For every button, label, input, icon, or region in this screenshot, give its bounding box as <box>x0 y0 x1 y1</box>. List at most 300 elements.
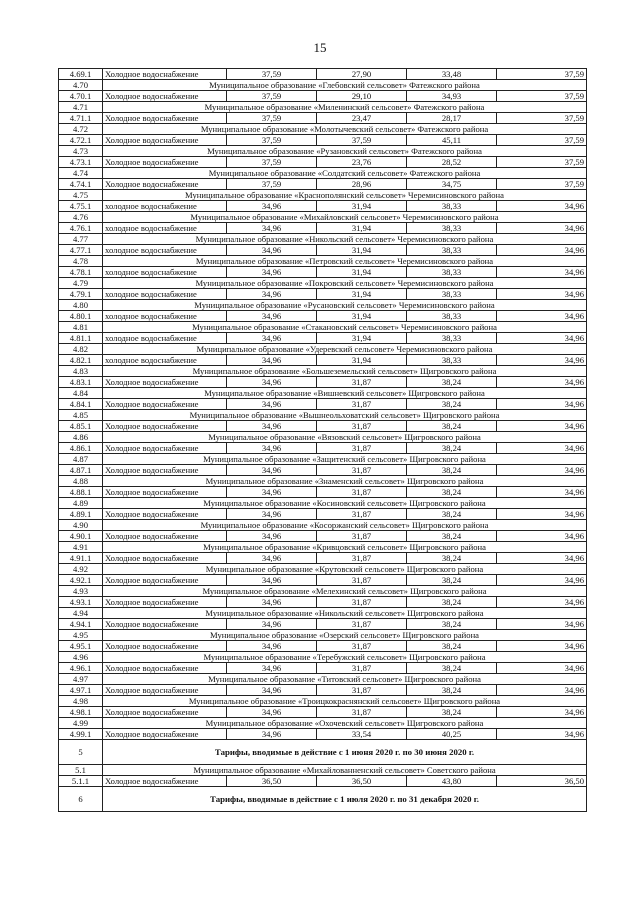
tariff-value: 31,87 <box>317 509 407 520</box>
row-number: 4.76 <box>59 212 103 223</box>
municipality-row <box>59 652 587 663</box>
tariff-value: 34,96 <box>497 377 587 388</box>
municipality-title: Муниципальное образование «Вязовский сельсовет» Щигровского района <box>103 432 587 443</box>
row-number: 4.92.1 <box>59 575 103 586</box>
tariff-value: 34,96 <box>497 201 587 212</box>
tariff-value: 34,96 <box>227 201 317 212</box>
row-number: 5 <box>59 740 103 765</box>
row-number: 4.70 <box>59 80 103 91</box>
row-number: 4.92 <box>59 564 103 575</box>
tariff-value: 34,96 <box>497 245 587 256</box>
service-name: Холодное водоснабжение <box>103 443 227 454</box>
row-number: 4.97 <box>59 674 103 685</box>
tariff-table <box>58 68 587 812</box>
tariff-value: 37,59 <box>227 179 317 190</box>
tariff-value: 38,24 <box>407 487 497 498</box>
tariff-value: 27,90 <box>317 69 407 80</box>
tariff-value: 37,59 <box>497 91 587 102</box>
tariff-value: 34,96 <box>227 289 317 300</box>
service-name: Холодное водоснабжение <box>103 619 227 630</box>
table-row <box>59 443 587 454</box>
row-number: 4.82 <box>59 344 103 355</box>
row-number: 4.87.1 <box>59 465 103 476</box>
service-name: Холодное водоснабжение <box>103 135 227 146</box>
row-number: 4.91 <box>59 542 103 553</box>
table-row <box>59 267 587 278</box>
page-number: 15 <box>313 40 327 55</box>
row-number: 4.69.1 <box>59 69 103 80</box>
service-name: Холодное водоснабжение <box>103 663 227 674</box>
municipality-title: Муниципальное образование «Теребужский сельсовет» Щигровского района <box>103 652 587 663</box>
row-number: 4.71.1 <box>59 113 103 124</box>
tariff-value: 34,96 <box>227 311 317 322</box>
tariff-value: 34,96 <box>227 487 317 498</box>
tariff-value: 31,94 <box>317 267 407 278</box>
service-name: Холодное водоснабжение <box>103 641 227 652</box>
row-number: 4.78.1 <box>59 267 103 278</box>
municipality-title: Муниципальное образование «Титовский сельсовет» Щигровского района <box>103 674 587 685</box>
tariff-value: 31,94 <box>317 289 407 300</box>
municipality-row <box>59 168 587 179</box>
municipality-title: Муниципальное образование «Удеревский сельсовет» Черемисиновского района <box>103 344 587 355</box>
tariff-value: 31,87 <box>317 597 407 608</box>
row-number: 4.70.1 <box>59 91 103 102</box>
tariff-value: 34,96 <box>227 553 317 564</box>
tariff-value: 33,48 <box>407 69 497 80</box>
row-number: 4.90.1 <box>59 531 103 542</box>
row-number: 4.90 <box>59 520 103 531</box>
municipality-title: Муниципальное образование «Вишневский сельсовет» Щигровского района <box>103 388 587 399</box>
tariff-value: 37,59 <box>497 179 587 190</box>
tariff-value: 31,87 <box>317 575 407 586</box>
table-row <box>59 399 587 410</box>
table-row <box>59 597 587 608</box>
municipality-title: Муниципальное образование «Косиновский сельсовет» Щигровского района <box>103 498 587 509</box>
service-name: Холодное водоснабжение <box>103 377 227 388</box>
tariff-value: 31,87 <box>317 641 407 652</box>
service-name: холодное водоснабжение <box>103 245 227 256</box>
tariff-value: 34,96 <box>497 333 587 344</box>
row-number: 4.83.1 <box>59 377 103 388</box>
tariff-value: 34,96 <box>497 553 587 564</box>
row-number: 4.80 <box>59 300 103 311</box>
tariff-value: 31,87 <box>317 399 407 410</box>
tariff-value: 36,50 <box>497 776 587 787</box>
row-number: 4.75 <box>59 190 103 201</box>
tariff-value: 38,24 <box>407 377 497 388</box>
tariff-value: 34,96 <box>227 531 317 542</box>
municipality-title: Муниципальное образование «Охочевский сельсовет» Щигровского района <box>103 718 587 729</box>
tariff-value: 36,50 <box>227 776 317 787</box>
service-name: Холодное водоснабжение <box>103 729 227 740</box>
row-number: 4.74.1 <box>59 179 103 190</box>
municipality-row <box>59 410 587 421</box>
tariff-value: 34,96 <box>497 641 587 652</box>
tariff-value: 38,24 <box>407 531 497 542</box>
tariff-value: 34,96 <box>497 619 587 630</box>
municipality-title: Муниципальное образование «Рузановский сельсовет» Фатежского района <box>103 146 587 157</box>
tariff-value: 33,54 <box>317 729 407 740</box>
tariff-value: 34,96 <box>227 509 317 520</box>
municipality-row <box>59 102 587 113</box>
tariff-value: 36,50 <box>317 776 407 787</box>
tariff-value: 31,94 <box>317 333 407 344</box>
row-number: 5.1.1 <box>59 776 103 787</box>
tariff-value: 34,96 <box>497 597 587 608</box>
municipality-row <box>59 564 587 575</box>
service-name: Холодное водоснабжение <box>103 421 227 432</box>
table-row <box>59 707 587 718</box>
row-number: 5.1 <box>59 765 103 776</box>
tariff-value: 31,87 <box>317 531 407 542</box>
tariff-value: 34,96 <box>497 685 587 696</box>
municipality-row <box>59 388 587 399</box>
tariff-value: 34,96 <box>497 487 587 498</box>
tariff-value: 37,59 <box>227 69 317 80</box>
municipality-title: Муниципальное образование «Крутовский сельсовет» Щигровского района <box>103 564 587 575</box>
service-name: Холодное водоснабжение <box>103 553 227 564</box>
tariff-value: 38,24 <box>407 509 497 520</box>
tariff-value: 38,24 <box>407 707 497 718</box>
table-row <box>59 465 587 476</box>
municipality-title: Муниципальное образование «Знаменский сельсовет» Щигровского района <box>103 476 587 487</box>
tariff-value: 34,96 <box>227 223 317 234</box>
tariff-value: 37,59 <box>317 135 407 146</box>
table-row <box>59 223 587 234</box>
row-number: 4.83 <box>59 366 103 377</box>
table-row <box>59 201 587 212</box>
service-name: Холодное водоснабжение <box>103 685 227 696</box>
municipality-title: Муниципальное образование «Миленинский сельсовет» Фатежского района <box>103 102 587 113</box>
table-row <box>59 135 587 146</box>
service-name: холодное водоснабжение <box>103 201 227 212</box>
tariff-value: 34,93 <box>407 91 497 102</box>
municipality-title: Муниципальное образование «Никольский сельсовет» Черемисиновского района <box>103 234 587 245</box>
tariff-value: 34,96 <box>497 399 587 410</box>
row-number: 4.96.1 <box>59 663 103 674</box>
row-number: 4.88 <box>59 476 103 487</box>
tariff-value: 31,94 <box>317 245 407 256</box>
tariff-value: 34,96 <box>227 421 317 432</box>
tariff-value: 38,33 <box>407 201 497 212</box>
row-number: 4.71 <box>59 102 103 113</box>
row-number: 4.87 <box>59 454 103 465</box>
table-row <box>59 575 587 586</box>
table-row <box>59 289 587 300</box>
tariff-value: 38,24 <box>407 597 497 608</box>
municipality-row <box>59 586 587 597</box>
tariff-value: 38,33 <box>407 355 497 366</box>
municipality-title: Муниципальное образование «Солдатский сельсовет» Фатежского района <box>103 168 587 179</box>
row-number: 4.85.1 <box>59 421 103 432</box>
section-title: Тарифы, вводимые в действие с 1 июня 2020 г. по 30 июня 2020 г. <box>103 740 587 765</box>
tariff-value: 38,24 <box>407 575 497 586</box>
row-number: 4.79 <box>59 278 103 289</box>
row-number: 4.99.1 <box>59 729 103 740</box>
municipality-title: Муниципальное образование «Защитенский сельсовет» Щигровского района <box>103 454 587 465</box>
tariff-value: 38,33 <box>407 245 497 256</box>
tariff-value: 37,59 <box>497 69 587 80</box>
row-number: 4.98 <box>59 696 103 707</box>
tariff-value: 34,96 <box>497 531 587 542</box>
municipality-title: Муниципальное образование «Михайлованненский сельсовет» Советского района <box>103 765 587 776</box>
row-number: 4.73.1 <box>59 157 103 168</box>
tariff-value: 34,96 <box>227 729 317 740</box>
service-name: Холодное водоснабжение <box>103 465 227 476</box>
tariff-value: 34,96 <box>497 267 587 278</box>
tariff-value: 34,96 <box>227 663 317 674</box>
tariff-value: 38,24 <box>407 399 497 410</box>
municipality-title: Муниципальное образование «Озерский сельсовет» Щигровского района <box>103 630 587 641</box>
row-number: 4.88.1 <box>59 487 103 498</box>
tariff-value: 38,24 <box>407 619 497 630</box>
municipality-title: Муниципальное образование «Большеземельский сельсовет» Щигровского района <box>103 366 587 377</box>
service-name: Холодное водоснабжение <box>103 575 227 586</box>
tariff-value: 43,80 <box>407 776 497 787</box>
tariff-value: 31,87 <box>317 421 407 432</box>
municipality-title: Муниципальное образование «Косоржанский сельсовет» Щигровского района <box>103 520 587 531</box>
row-number: 4.77.1 <box>59 245 103 256</box>
table-row <box>59 776 587 787</box>
row-number: 4.76.1 <box>59 223 103 234</box>
tariff-value: 31,87 <box>317 707 407 718</box>
municipality-row <box>59 344 587 355</box>
tariff-value: 34,96 <box>497 223 587 234</box>
row-number: 4.86.1 <box>59 443 103 454</box>
table-row <box>59 641 587 652</box>
municipality-title: Муниципальное образование «Троицкокраснянский сельсовет» Щигровского района <box>103 696 587 707</box>
municipality-row <box>59 300 587 311</box>
municipality-row <box>59 322 587 333</box>
row-number: 4.72.1 <box>59 135 103 146</box>
service-name: Холодное водоснабжение <box>103 707 227 718</box>
table-row <box>59 91 587 102</box>
row-number: 4.79.1 <box>59 289 103 300</box>
tariff-value: 38,33 <box>407 333 497 344</box>
tariff-value: 31,94 <box>317 201 407 212</box>
municipality-row <box>59 520 587 531</box>
tariff-value: 34,75 <box>407 179 497 190</box>
municipality-row <box>59 190 587 201</box>
tariff-value: 38,24 <box>407 553 497 564</box>
service-name: холодное водоснабжение <box>103 223 227 234</box>
tariff-value: 34,96 <box>227 267 317 278</box>
table-row <box>59 553 587 564</box>
tariff-value: 34,96 <box>227 377 317 388</box>
section-row <box>59 787 587 812</box>
tariff-value: 31,87 <box>317 487 407 498</box>
municipality-row <box>59 542 587 553</box>
municipality-title: Муниципальное образование «Русановский сельсовет» Черемисиновского района <box>103 300 587 311</box>
municipality-title: Муниципальное образование «Глебовский сельсовет» Фатежского района <box>103 80 587 91</box>
municipality-title: Муниципальное образование «Краснополянский сельсовет» Черемисиновского района <box>103 190 587 201</box>
tariff-value: 37,59 <box>227 135 317 146</box>
tariff-value: 38,24 <box>407 685 497 696</box>
municipality-title: Муниципальное образование «Никольский сельсовет» Щигровского района <box>103 608 587 619</box>
municipality-row <box>59 630 587 641</box>
tariff-value: 34,96 <box>227 333 317 344</box>
row-number: 4.72 <box>59 124 103 135</box>
tariff-value: 38,33 <box>407 223 497 234</box>
tariff-value: 31,87 <box>317 663 407 674</box>
tariff-value: 31,87 <box>317 443 407 454</box>
service-name: холодное водоснабжение <box>103 311 227 322</box>
municipality-row <box>59 124 587 135</box>
row-number: 4.96 <box>59 652 103 663</box>
table-row <box>59 685 587 696</box>
row-number: 4.99 <box>59 718 103 729</box>
row-number: 4.81.1 <box>59 333 103 344</box>
service-name: холодное водоснабжение <box>103 289 227 300</box>
service-name: Холодное водоснабжение <box>103 91 227 102</box>
tariff-value: 34,96 <box>227 597 317 608</box>
row-number: 4.84.1 <box>59 399 103 410</box>
tariff-value: 38,33 <box>407 267 497 278</box>
row-number: 4.85 <box>59 410 103 421</box>
tariff-value: 34,96 <box>497 729 587 740</box>
municipality-title: Муниципальное образование «Михайловский сельсовет» Черемисиновского района <box>103 212 587 223</box>
row-number: 4.80.1 <box>59 311 103 322</box>
tariff-value: 38,33 <box>407 289 497 300</box>
tariff-value: 37,59 <box>497 113 587 124</box>
municipality-row <box>59 212 587 223</box>
municipality-row <box>59 498 587 509</box>
table-row <box>59 245 587 256</box>
tariff-value: 31,94 <box>317 311 407 322</box>
tariff-value: 34,96 <box>497 707 587 718</box>
tariff-value: 38,24 <box>407 465 497 476</box>
table-row <box>59 157 587 168</box>
tariff-value: 37,59 <box>227 157 317 168</box>
municipality-row <box>59 366 587 377</box>
row-number: 4.93 <box>59 586 103 597</box>
municipality-row <box>59 476 587 487</box>
tariff-value: 34,96 <box>227 619 317 630</box>
tariff-value: 28,17 <box>407 113 497 124</box>
table-row <box>59 355 587 366</box>
tariff-value: 34,96 <box>497 575 587 586</box>
tariff-value: 37,59 <box>497 135 587 146</box>
service-name: Холодное водоснабжение <box>103 399 227 410</box>
municipality-title: Муниципальное образование «Мелехинский сельсовет» Щигровского района <box>103 586 587 597</box>
municipality-title: Муниципальное образование «Вышнеольховатский сельсовет» Щигровского района <box>103 410 587 421</box>
tariff-value: 29,10 <box>317 91 407 102</box>
service-name: холодное водоснабжение <box>103 267 227 278</box>
row-number: 4.81 <box>59 322 103 333</box>
row-number: 4.73 <box>59 146 103 157</box>
municipality-row <box>59 765 587 776</box>
tariff-value: 34,96 <box>227 355 317 366</box>
row-number: 4.94 <box>59 608 103 619</box>
tariff-value: 37,59 <box>497 157 587 168</box>
municipality-row <box>59 454 587 465</box>
service-name: холодное водоснабжение <box>103 333 227 344</box>
table-row <box>59 333 587 344</box>
service-name: Холодное водоснабжение <box>103 113 227 124</box>
service-name: Холодное водоснабжение <box>103 487 227 498</box>
table-row <box>59 663 587 674</box>
tariff-value: 23,47 <box>317 113 407 124</box>
municipality-row <box>59 608 587 619</box>
tariff-value: 37,59 <box>227 113 317 124</box>
tariff-value: 34,96 <box>227 707 317 718</box>
table-row <box>59 113 587 124</box>
municipality-row <box>59 234 587 245</box>
tariff-value: 28,96 <box>317 179 407 190</box>
municipality-row <box>59 256 587 267</box>
table-row <box>59 487 587 498</box>
row-number: 4.78 <box>59 256 103 267</box>
service-name: Холодное водоснабжение <box>103 179 227 190</box>
tariff-value: 38,24 <box>407 641 497 652</box>
tariff-value: 38,33 <box>407 311 497 322</box>
row-number: 4.97.1 <box>59 685 103 696</box>
tariff-value: 34,96 <box>227 575 317 586</box>
row-number: 4.93.1 <box>59 597 103 608</box>
municipality-title: Муниципальное образование «Стакановский сельсовет» Черемисиновского района <box>103 322 587 333</box>
row-number: 4.89.1 <box>59 509 103 520</box>
row-number: 4.89 <box>59 498 103 509</box>
municipality-row <box>59 278 587 289</box>
table-row <box>59 509 587 520</box>
tariff-value: 34,96 <box>227 641 317 652</box>
row-number: 4.75.1 <box>59 201 103 212</box>
tariff-value: 38,24 <box>407 421 497 432</box>
row-number: 4.94.1 <box>59 619 103 630</box>
section-title: Тарифы, вводимые в действие с 1 июля 2020 г. по 31 декабря 2020 г. <box>103 787 587 812</box>
tariff-value: 28,52 <box>407 157 497 168</box>
tariff-value: 34,96 <box>497 289 587 300</box>
tariff-value: 31,87 <box>317 619 407 630</box>
tariff-value: 34,96 <box>497 355 587 366</box>
municipality-row <box>59 696 587 707</box>
service-name: Холодное водоснабжение <box>103 157 227 168</box>
tariff-value: 34,96 <box>497 421 587 432</box>
tariff-value: 34,96 <box>227 685 317 696</box>
service-name: Холодное водоснабжение <box>103 776 227 787</box>
service-name: Холодное водоснабжение <box>103 509 227 520</box>
tariff-value: 34,96 <box>497 509 587 520</box>
municipality-row <box>59 674 587 685</box>
service-name: Холодное водоснабжение <box>103 69 227 80</box>
municipality-title: Муниципальное образование «Молотычевский сельсовет» Фатежского района <box>103 124 587 135</box>
municipality-title: Муниципальное образование «Кривцовский сельсовет» Щигровского района <box>103 542 587 553</box>
section-row <box>59 740 587 765</box>
tariff-value: 37,59 <box>227 91 317 102</box>
row-number: 6 <box>59 787 103 812</box>
table-row <box>59 311 587 322</box>
row-number: 4.86 <box>59 432 103 443</box>
table-row <box>59 179 587 190</box>
municipality-row <box>59 432 587 443</box>
table-row <box>59 531 587 542</box>
row-number: 4.91.1 <box>59 553 103 564</box>
table-row <box>59 69 587 80</box>
row-number: 4.95 <box>59 630 103 641</box>
row-number: 4.84 <box>59 388 103 399</box>
tariff-value: 34,96 <box>497 465 587 476</box>
row-number: 4.98.1 <box>59 707 103 718</box>
municipality-row <box>59 80 587 91</box>
tariff-value: 23,76 <box>317 157 407 168</box>
service-name: Холодное водоснабжение <box>103 597 227 608</box>
tariff-value: 31,94 <box>317 223 407 234</box>
tariff-value: 31,87 <box>317 465 407 476</box>
service-name: Холодное водоснабжение <box>103 531 227 542</box>
tariff-value: 38,24 <box>407 443 497 454</box>
tariff-value: 34,96 <box>227 443 317 454</box>
tariff-value: 45,11 <box>407 135 497 146</box>
